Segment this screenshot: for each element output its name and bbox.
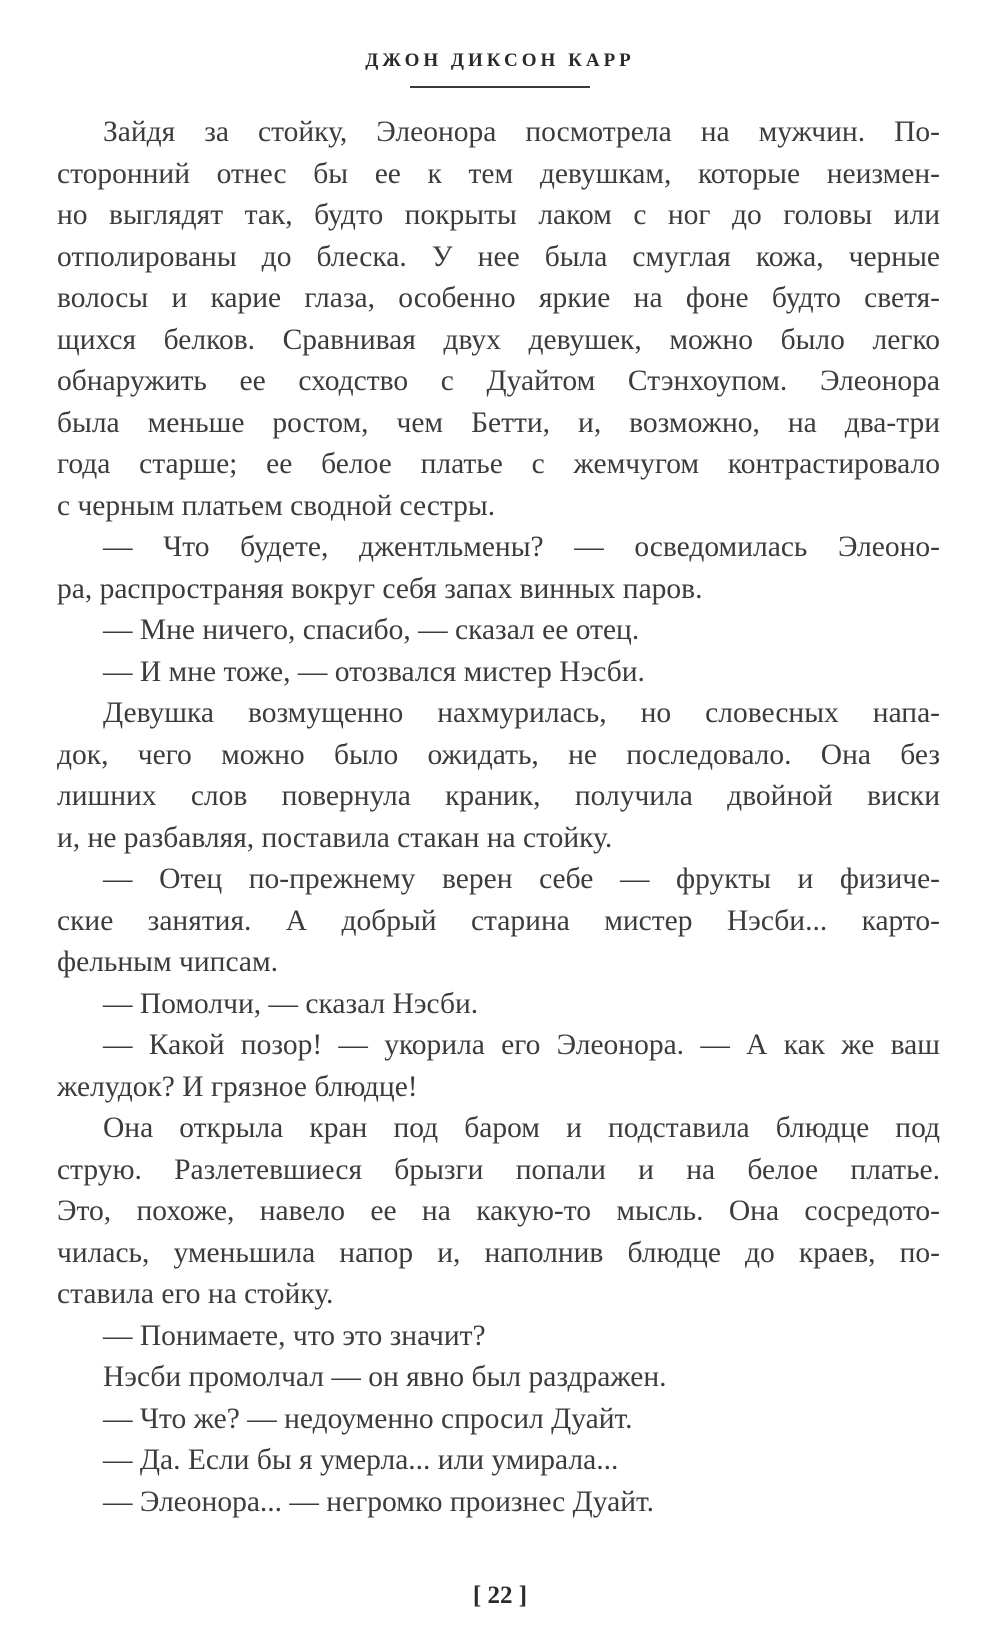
text-line: года старше; ее белое платье с жемчугом контрастировало (57, 448, 940, 480)
text-line: Она открыла кран под баром и подставила блюдце под (103, 1112, 940, 1144)
text-line: с черным платьем сводной сестры. (57, 489, 496, 522)
text-line: Нэсби промолчал — он явно был раздражен. (103, 1361, 667, 1393)
text-line: — Что будете, джентльмены? — осведомилась Элеоно- (103, 531, 940, 563)
text-line: — Да. Если бы я умерла... или умирала... (103, 1444, 619, 1476)
text-line: — Мне ничего, спасибо, — сказал ее отец. (103, 614, 640, 646)
text-line: чилась, уменьшила напор и, наполнив блюдце до краев, по- (57, 1236, 940, 1269)
text-line: — Элеонора... — негромко произнес Дуайт. (103, 1485, 655, 1518)
text-line: и, не разбавляя, поставила стакан на стойку. (57, 821, 613, 854)
page-number: [ 22 ] (472, 1582, 528, 1609)
text-line: струю. Разлетевшиеся брызги попали и на белое платье. (57, 1153, 940, 1186)
text-line: сторонний отнес бы ее к тем девушкам, которые неизмен- (57, 157, 940, 190)
body-text (57, 112, 940, 1523)
running-head: ДЖОН ДИКСОН КАРР (365, 50, 635, 71)
text-line: — И мне тоже, — отозвался мистер Нэсби. (103, 655, 645, 688)
text-line: — Помолчи, — сказал Нэсби. (103, 987, 479, 1020)
text-line: док, чего можно было ожидать, не последовало. Она без (57, 738, 940, 771)
text-line: Зайдя за стойку, Элеонора посмотрела на мужчин. По- (103, 116, 940, 148)
text-line: фельным чипсам. (57, 946, 279, 978)
header-rule (410, 86, 590, 88)
text-line: Это, похоже, навело ее на какую-то мысль. Она сосредото- (57, 1195, 940, 1227)
text-line: отполированы до блеска. У нее была смуглая кожа, черные (57, 240, 940, 273)
text-line: щихся белков. Сравнивая двух девушек, можно было легко (57, 323, 940, 356)
text-line: лишних слов повернула краник, получила двойной виски (57, 780, 940, 812)
text-line: была меньше ростом, чем Бетти, и, возможно, на два-три (57, 406, 940, 439)
text-line: ставила его на стойку. (57, 1278, 334, 1310)
text-line: ра, распространяя вокруг себя запах винных паров. (57, 572, 703, 605)
text-line: — Что же? — недоуменно спросил Дуайт. (103, 1402, 633, 1435)
text-line: — Какой позор! — укорила его Элеонора. — А как же ваш (103, 1029, 940, 1061)
text-line: — Отец по-прежнему верен себе — фрукты и физиче- (103, 863, 940, 895)
text-line: ские занятия. А добрый старина мистер Нэсби... карто- (57, 904, 940, 937)
text-line: Девушка возмущенно нахмурилась, но словесных напа- (103, 697, 940, 729)
text-line: — Понимаете, что это значит? (103, 1319, 486, 1352)
text-line: но выглядят так, будто покрыты лаком с ног до головы или (57, 199, 940, 231)
page-header (0, 50, 1000, 88)
text-line: обнаружить ее сходство с Дуайтом Стэнхоупом. Элеонора (57, 365, 940, 397)
text-line: желудок? И грязное блюдце! (57, 1070, 418, 1103)
text-line: волосы и карие глаза, особенно яркие на фоне будто светя- (57, 282, 940, 314)
